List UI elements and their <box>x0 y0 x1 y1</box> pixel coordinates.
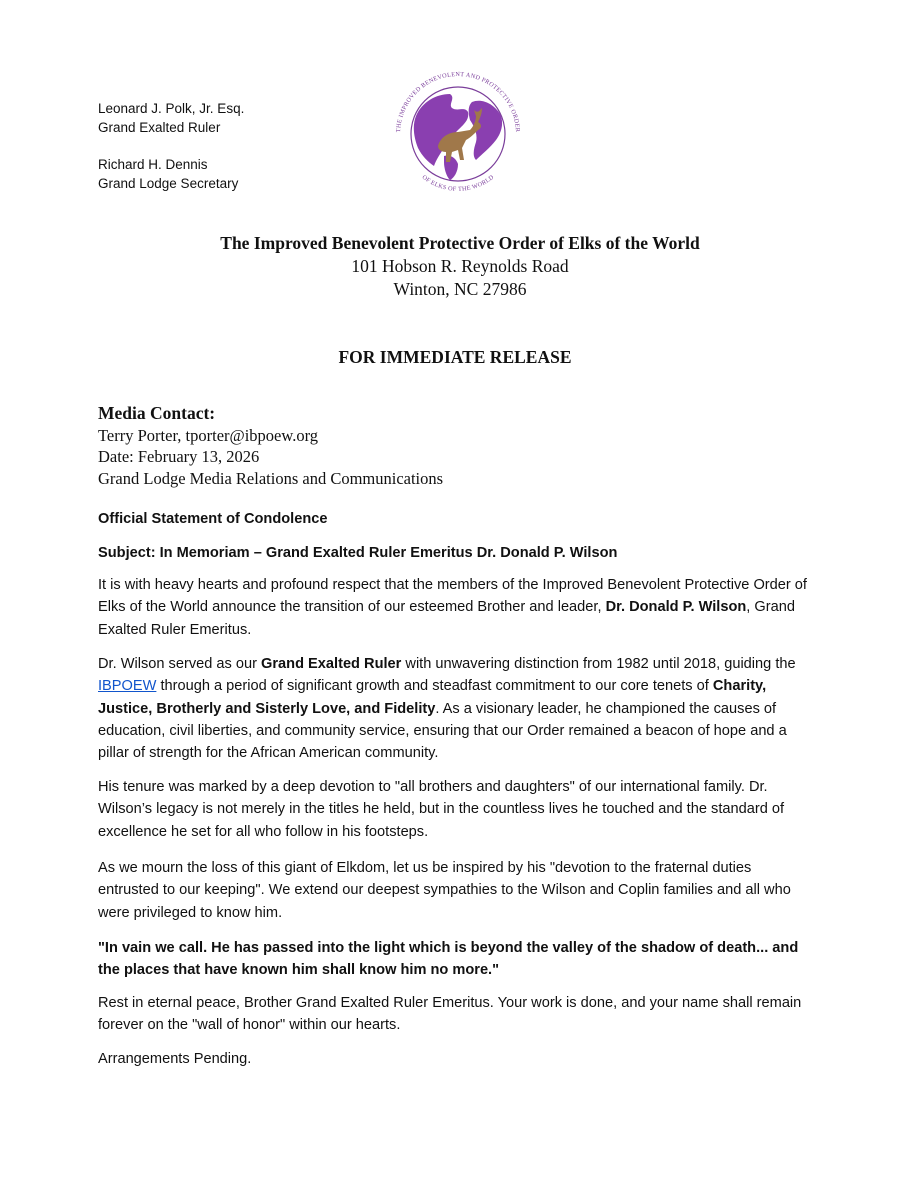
paragraph: Rest in eternal peace, Brother Grand Exalted Ruler Emeritus. Your work is done, and your name shall remain forever on the "wall of honor" within our hearts. <box>98 995 802 1034</box>
media-heading: Media Contact: <box>98 403 216 423</box>
elks-seal-logo <box>378 68 538 196</box>
officer-title: Grand Lodge Secretary <box>98 175 239 191</box>
media-department: Grand Lodge Media Relations and Communications <box>98 468 444 488</box>
organization-city: Winton, NC 27986 <box>393 279 527 299</box>
ibpoew-link[interactable]: IBPOEW <box>98 678 157 695</box>
release-label: FOR IMMEDIATE RELEASE <box>338 347 572 367</box>
media-date: Date: February 13, 2026 <box>98 447 260 466</box>
seal-ring-text: OF ELKS OF THE WORLD <box>420 173 496 193</box>
officers-block <box>98 100 244 193</box>
organization-address: 101 Hobson R. Reynolds Road <box>351 256 569 276</box>
paragraph: Dr. Wilson served as our Grand Exalted Ruler with unwavering distinction from 1982 until 2018, guiding the IBPOEW through a period of significant growth and steadfast commitment to our core tenets of Charity, Justice, Brotherly and Sisterly Love, and Fidelity. As a visionary leader, he championed the causes of education, civil liberties, and community service, ensuring that our Order remained a beacon of hope and a pillar of strength for the African American community. <box>98 656 796 762</box>
statement-title: Official Statement of Condolence <box>98 511 328 527</box>
seal-ring-text: THE IMPROVED BENEVOLENT AND PROTECTIVE ORDER <box>394 70 522 133</box>
organization-name: The Improved Benevolent Protective Order of Elks of the World <box>220 233 700 253</box>
paragraph: His tenure was marked by a deep devotion to "all brothers and daughters" of our international family. Dr. Wilson’s legacy is not merely in the titles he held, but in the countless lives he touched and the standard of excellence he set for all who follow in his footsteps. <box>98 779 785 840</box>
subject-line: Subject: In Memoriam – Grand Exalted Ruler Emeritus Dr. Donald P. Wilson <box>98 545 618 561</box>
paragraph: It is with heavy hearts and profound respect that the members of the Improved Benevolent Protective Order of Elks of the World announce the transition of our esteemed Brother and leader, Dr. Donald P. Wilson, Grand Exalted Ruler Emeritus. <box>98 577 807 638</box>
paragraph: As we mourn the loss of this giant of Elkdom, let us be inspired by his "devotion to the fraternal duties entrusted to our keeping". We extend our deepest sympathies to the Wilson and Coplin families and all who were privileged to know him. <box>98 860 791 921</box>
officer-name: Leonard J. Polk, Jr. Esq. <box>98 101 245 116</box>
media-contact-block <box>98 403 443 489</box>
officer-title: Grand Exalted Ruler <box>98 119 221 135</box>
memorial-quote: "In vain we call. He has passed into the light which is beyond the valley of the shadow of death... and the places that have known him shall know him no more." <box>98 940 799 979</box>
closing-line: Arrangements Pending. <box>98 1051 252 1067</box>
media-contact: Terry Porter, tporter@ibpoew.org <box>98 425 319 445</box>
officer-name: Richard H. Dennis <box>98 157 208 172</box>
